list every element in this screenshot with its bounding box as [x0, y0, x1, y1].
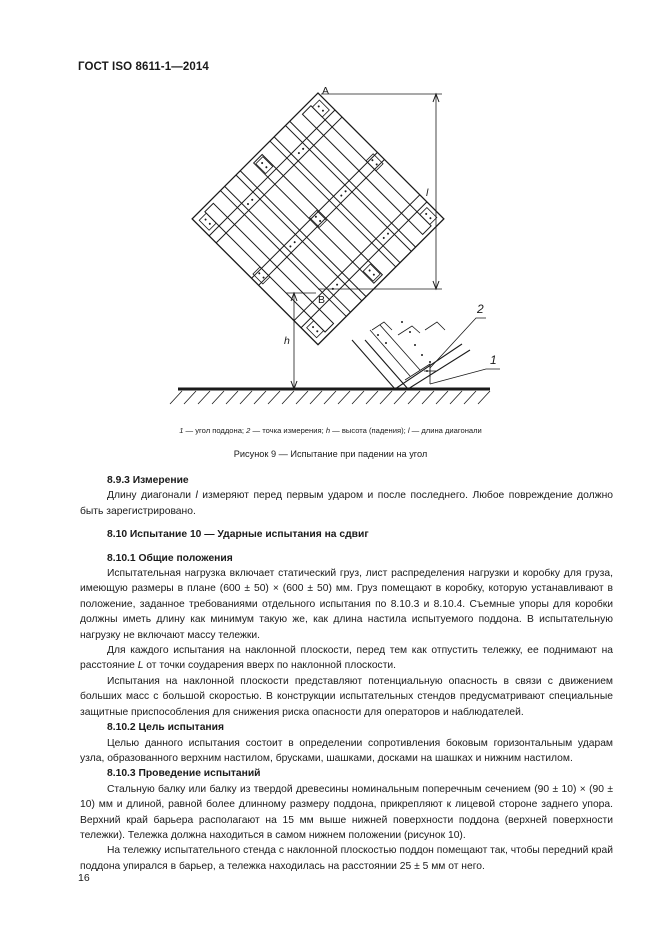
document-header: ГОСТ ISO 8611-1—2014: [78, 61, 209, 73]
heading-8-10: 8.10 Испытание 10 — Ударные испытания на сдвиг: [107, 529, 369, 541]
figure-legend: 1 — угол поддона; 2 — точка измерения; h — высота (падения); l — длина диагонали: [179, 426, 482, 435]
drop-test-drawing: [0, 0, 661, 440]
corner-label-b: B: [318, 294, 326, 306]
paragraph-8-10-1-a: Испытательная нагрузка включает статический груз, лист распределения нагрузки и коробку для груза, имеющую размеры в плане (600 ± 50) × (600 ± 50) мм. Груз помещают в коробку, которую устанавливают в положение, заданное требованиями отдельного испытания по 8.10.3 и 8.10.4. Съемные упоры для коробки должны иметь длину как минимум такую же, как длина настила испытуемого поддона. В испытательную нагрузку не включают массу тележки.: [80, 568, 613, 641]
paragraph-8-10-1-b: Для каждого испытания на наклонной плоскости, перед тем как отпустить тележку, ее поднимают на расстояние L от точки соударения вверх по наклонной плоскости.: [80, 645, 613, 672]
callout-1: 1: [490, 353, 497, 367]
page-number: 16: [78, 872, 90, 884]
body-text: [80, 473, 613, 874]
callout-2: 2: [477, 302, 484, 316]
heading-8-9-3: 8.9.3 Измерение: [107, 475, 189, 486]
heading-8-10-3: 8.10.3 Проведение испытаний: [107, 768, 261, 780]
dimension-label-l: l: [426, 187, 429, 199]
dimension-label-h: h: [284, 335, 290, 347]
heading-8-10-2: 8.10.2 Цель испытания: [107, 722, 224, 734]
paragraph-8-10-3-b: На тележку испытательного стенда с наклонной плоскостью поддон помещают так, чтобы передний край поддона упирался в барьер, а тележка находилась на расстоянии 25 ± 5 мм от него.: [80, 845, 613, 872]
figure-caption: Рисунок 9 — Испытание при падении на угол: [233, 449, 428, 459]
paragraph-8-10-1-c: Испытания на наклонной плоскости представляют потенциальную опасность в связи с движением больших масс с большой скоростью. В конструкции испытательных стендов предусматривают специальные защитные приспособления для снижения риска опасности для операторов и наблюдателей.: [80, 675, 613, 718]
paragraph-8-10-2: Целью данного испытания состоит в определении сопротивления боковым горизонтальным ударам узла, образованного верхним настилом, брусками, шашками, досками на шашках и нижним настилом.: [80, 737, 613, 764]
figure-9: [0, 0, 661, 459]
paragraph-8-10-3-a: Стальную балку или балку из твердой древесины номинальным поперечным сечением (90 ± 10) × (90 ± 10) мм и длиной, равной более длинному размеру поддона, прикрепляют к лицевой стороне заднего упора. Верхний край барьера располагают на 15 мм выше нижней поверхности поддона (верхней поверхности тележки). Тележка должна находиться в самом нижнем положении (рисунок 10).: [80, 783, 613, 841]
pallet-plan-view: [192, 93, 444, 345]
ground-surface: [170, 389, 490, 404]
pallet-corner-impact: [352, 322, 470, 389]
corner-label-a: A: [322, 85, 330, 97]
paragraph-8-9-3: Длину диагонали l измеряют перед первым ударом и после последнего. Любое повреждение должно быть зарегистрировано.: [80, 490, 613, 517]
measurement-point: [424, 318, 500, 384]
heading-8-10-1: 8.10.1 Общие положения: [107, 552, 233, 564]
